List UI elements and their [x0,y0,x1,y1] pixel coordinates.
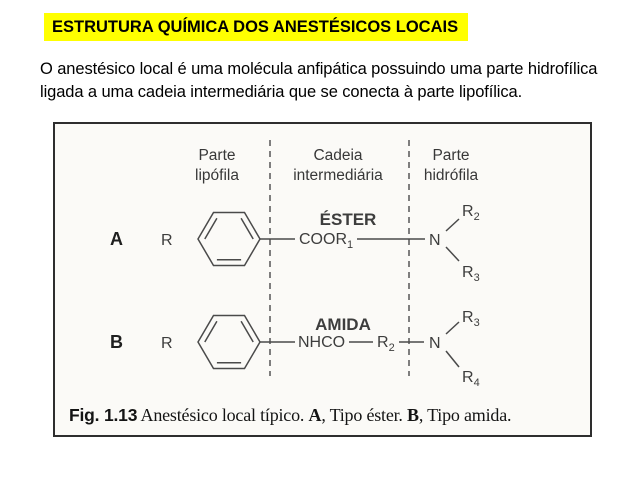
row-b-label: B [110,332,123,352]
chemistry-diagram [55,124,590,435]
chain-group-ester: $COOR_1$ [299,231,354,251]
link-r2-label: $R_2$ [377,334,395,354]
column-header-intermediate: Cadeia intermediária [293,147,383,184]
intro-line: O anestésico local é uma molécula anfipática possuindo uma parte hidrofílica [40,60,598,78]
chain-group-amide: NHCO [298,334,346,351]
bond-n-r4 [446,351,459,367]
benzene-ring-icon [198,213,260,266]
row-a-substituent: R [161,232,173,249]
caption-text: , Tipo amida. [418,405,512,425]
r4-label: $R_4$ [462,369,480,389]
nitrogen-b: N [429,335,441,352]
slide-title: ESTRUTURA QUÍMICA DOS ANESTÉSICOS LOCAIS [44,13,468,41]
amide-type-label: AMIDA [315,315,371,334]
caption-ref-a: A [308,405,322,425]
column-headers [195,147,478,184]
bond-n-r3 [446,247,459,261]
caption-text: , Tipo éster. [321,405,408,425]
ester-type-label: ÉSTER [319,210,377,229]
r3-label: $R_3$ [462,309,480,329]
intro-line: ligada a uma cadeia intermediária que se conecta à parte lipofílica. [40,83,523,101]
row-b-substituent: R [161,335,173,352]
column-header-lipophilic: Parte lipófila [195,147,239,184]
nitrogen-a: N [429,232,441,249]
caption-ref-b: B [407,405,419,425]
intro-paragraph [40,58,597,104]
benzene-ring-icon [198,316,260,369]
figure-caption [69,405,511,426]
row-amide [110,309,480,389]
figure-box [53,122,592,437]
row-a-label: A [110,229,123,249]
caption-text: Anestésico local típico. [137,405,309,425]
row-ester [110,203,480,284]
column-header-hydrophilic: Parte hidrófila [423,147,479,184]
bond-n-r3 [446,322,459,334]
bond-n-r2 [446,219,459,231]
r2-label: $R_2$ [462,203,480,223]
r3-label: $R_3$ [462,264,480,284]
figure-number: Fig. 1.13 [69,405,138,425]
